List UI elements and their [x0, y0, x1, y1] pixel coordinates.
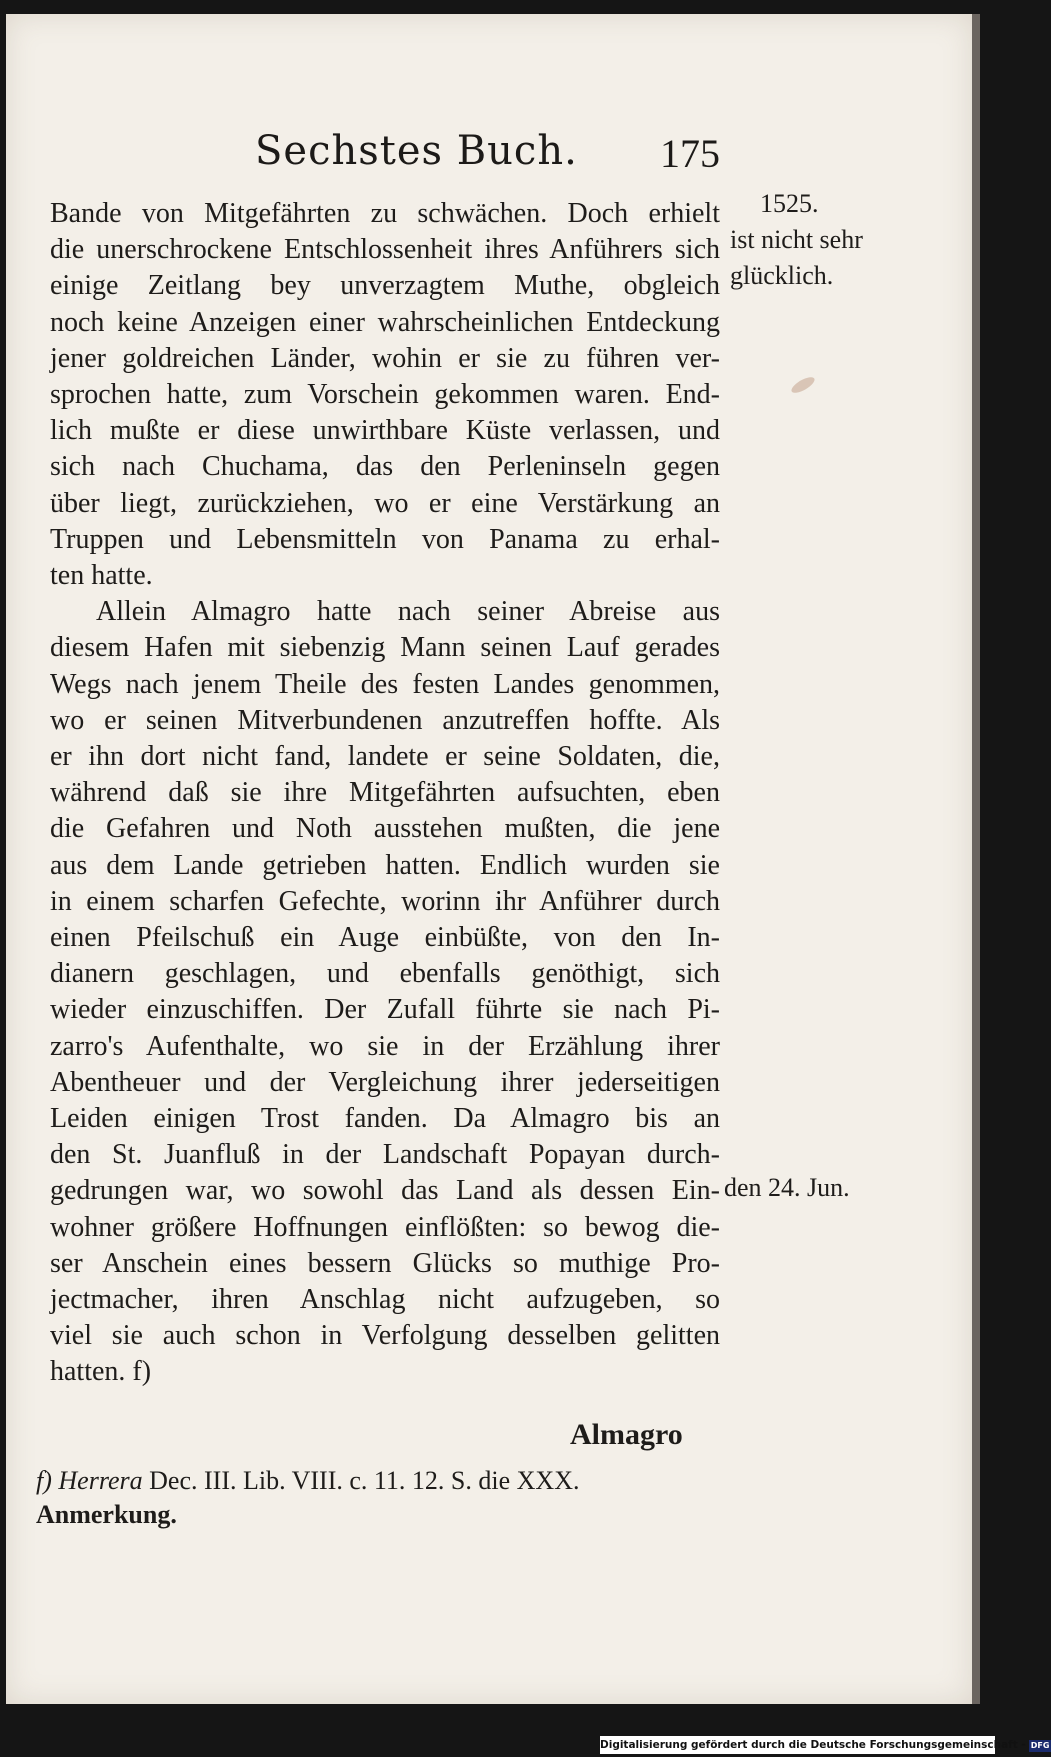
footnote-line-2: Anmerkung.	[36, 1500, 177, 1529]
text-line: einen Pfeilschuß ein Auge einbüßte, von den In-	[50, 922, 720, 953]
text-line: Leiden einigen Trost fanden. Da Almagro bis an	[50, 1103, 720, 1134]
text-line: ser Anschein eines bessern Glücks so muthige Pro-	[50, 1248, 720, 1279]
text-line: wieder einzuschiffen. Der Zufall führte sie nach Pi-	[50, 994, 720, 1025]
text-line: Truppen und Lebensmitteln von Panama zu erhal-	[50, 524, 720, 555]
text-line: einige Zeitlang bey unverzagtem Muthe, obgleich	[50, 270, 720, 301]
text-line: gedrungen war, wo sowohl das Land als dessen Ein-	[50, 1175, 720, 1206]
text-line: den St. Juanfluß in der Landschaft Popayan durch-	[50, 1139, 720, 1170]
footnote-reference: f) Herrera	[36, 1466, 143, 1495]
dfg-logo: DFG	[1030, 1741, 1050, 1750]
text-line: die Gefahren und Noth ausstehen mußten, die jene	[50, 813, 720, 844]
text-line: aus dem Lande getrieben hatten. Endlich wurden sie	[50, 850, 720, 881]
credit-text: Digitalisierung gefördert durch die Deutsche Forschungsgemeinschaft -	[600, 1739, 1026, 1751]
text-line: Allein Almagro hatte nach seiner Abreise aus	[96, 596, 720, 627]
margin-note-line-2: glücklich.	[730, 261, 834, 290]
text-line: zarro's Aufenthalte, wo sie in der Erzählung ihrer	[50, 1031, 720, 1062]
page-number: 175	[660, 131, 720, 176]
text-line: noch keine Anzeigen einer wahrscheinlichen Entdeckung	[50, 307, 720, 338]
text-line: die unerschrockene Entschlossenheit ihres Anführers sich	[50, 234, 720, 265]
text-line: jectmacher, ihren Anschlag nicht aufzugeben, so	[50, 1284, 720, 1315]
text-line: hatten. f)	[50, 1356, 152, 1387]
catchword: Almagro	[570, 1418, 683, 1451]
text-line: in einem scharfen Gefechte, worinn ihr Anführer durch	[50, 886, 720, 917]
text-line: er ihn dort nicht fand, landete er seine Soldaten, die,	[50, 741, 720, 772]
text-line: dianern geschlagen, und ebenfalls genöthigt, sich	[50, 958, 720, 989]
footnote-line-1	[36, 1464, 726, 1498]
text-line: über liegt, zurückziehen, wo er eine Verstärkung an	[50, 488, 720, 519]
running-head-title: Sechstes Buch.	[255, 128, 578, 174]
margin-year: 1525.	[760, 189, 819, 218]
digitization-credit	[600, 1736, 1050, 1754]
text-line: ten hatte.	[50, 560, 153, 591]
text-line: jener goldreichen Länder, wohin er sie zu führen ver-	[50, 343, 720, 374]
text-line: lich mußte er diese unwirthbare Küste verlassen, und	[50, 415, 720, 446]
margin-note-line-1: ist nicht sehr	[730, 225, 863, 254]
footnote-citation: Dec. III. Lib. VIII. c. 11. 12. S. die XXX.	[142, 1466, 580, 1495]
text-line: Wegs nach jenem Theile des festen Landes genommen,	[50, 669, 720, 700]
text-line: wo er seinen Mitverbundenen anzutreffen hoffte. Als	[50, 705, 720, 736]
text-line: viel sie auch schon in Verfolgung desselben gelitten	[50, 1320, 720, 1351]
page-edge	[972, 14, 980, 1704]
text-line: Abentheuer und der Vergleichung ihrer jederseitigen	[50, 1067, 720, 1098]
text-line: sich nach Chuchama, das den Perleninseln gegen	[50, 451, 720, 482]
margin-date: den 24. Jun.	[724, 1173, 850, 1202]
text-line: diesem Hafen mit siebenzig Mann seinen Lauf gerades	[50, 632, 720, 663]
text-line: während daß sie ihre Mitgefährten aufsuchten, eben	[50, 777, 720, 808]
text-line: Bande von Mitgefährten zu schwächen. Doch erhielt	[50, 198, 720, 229]
text-line: wohner größere Hoffnungen einflößten: so bewog die-	[50, 1212, 720, 1243]
text-line: sprochen hatte, zum Vorschein gekommen waren. End-	[50, 379, 720, 410]
